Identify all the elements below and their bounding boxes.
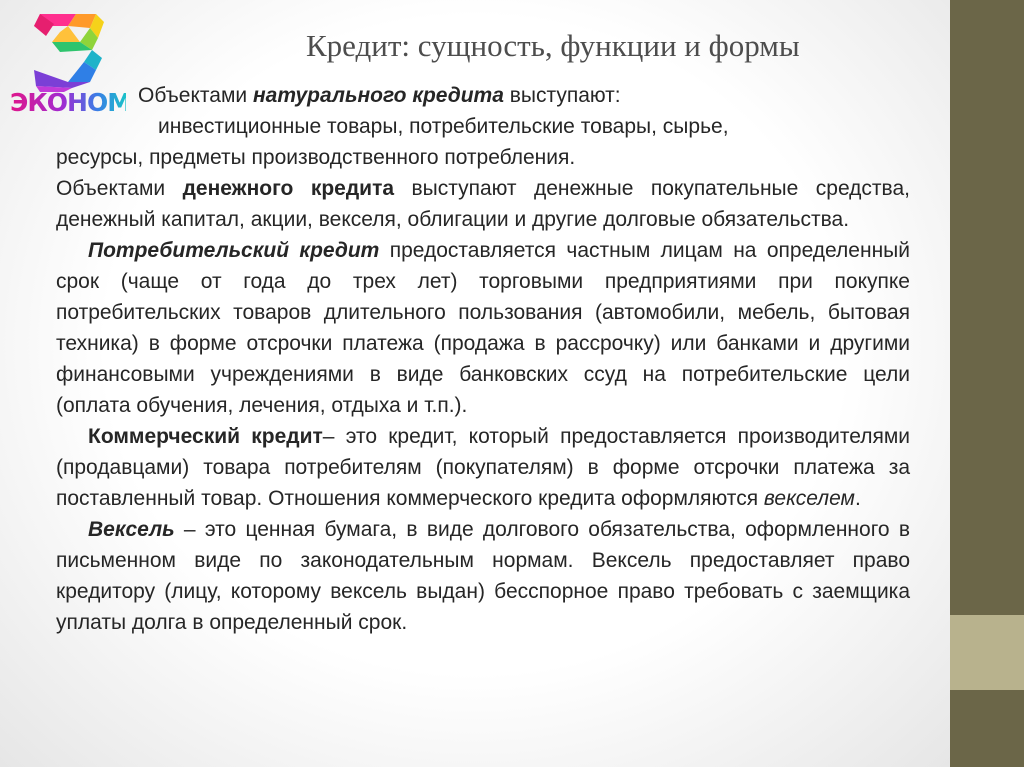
paragraph-natural-credit [56,80,910,111]
text: выступают: [503,84,621,107]
sidebar-top [950,0,1024,615]
paragraph-natural-credit-items: инвестиционные товары, потребительские товары, сырье, [158,115,729,138]
slide-body [56,80,910,638]
term-bill: векселем [763,487,855,510]
paragraph-money-credit [56,173,910,235]
logo-wordmark: ЭКОНОМ [10,88,132,117]
paragraph-natural-credit-items-cont: ресурсы, предметы производственного потребления. [56,146,576,169]
term-commercial-credit: Коммерческий кредит [88,425,323,448]
paragraph-commercial-credit [56,421,910,514]
text: – это ценная бумага, в виде долгового обязательства, оформленного в письменном виде по законодательным нормам. Вексель предоставляет право кредитору (лицу, которому вексель выдан) бесспорное право требовать с заемщика уплаты долга в определенный срок. [56,518,910,634]
term-natural-credit: натурального кредита [252,84,504,107]
text: Объектами [56,177,183,200]
sidebar-bottom [950,690,1024,767]
paragraph-bill-of-exchange [56,514,910,638]
text: – это кредит, который предоставляется производителями (продавцами) товара потребителям (покупателям) в форме отсрочки платежа за поставленный товар. Отношения коммерческого кредита оформляются [56,425,910,510]
text: предоставляется частным лицам на определенный срок (чаще от года до трех лет) торговыми предприятиями при покупке потребительских товаров длительного пользования (автомобили, мебель, бытовая техника) в форме отсрочки платежа (продажа в рассрочку) или банками и другими финансовыми учреждениями в виде банковских ссуд на потребительские цели (оплата обучения, лечения, отдыха и т.п.). [56,239,910,417]
paragraph-consumer-credit [56,235,910,421]
term-consumer-credit: Потребительский кредит [88,239,380,262]
term-money-credit: денежного кредита [182,177,395,200]
term-bill-of-exchange: Вексель [88,518,175,541]
text: выступают денежные покупательные средства, денежный капитал, акции, векселя, облигации и другие долговые обязательства. [56,177,910,231]
text: Объектами [138,84,253,107]
text: . [854,487,861,510]
slide-title: Кредит: сущность, функции и формы [306,28,800,63]
sidebar-accent-band [950,615,1024,690]
